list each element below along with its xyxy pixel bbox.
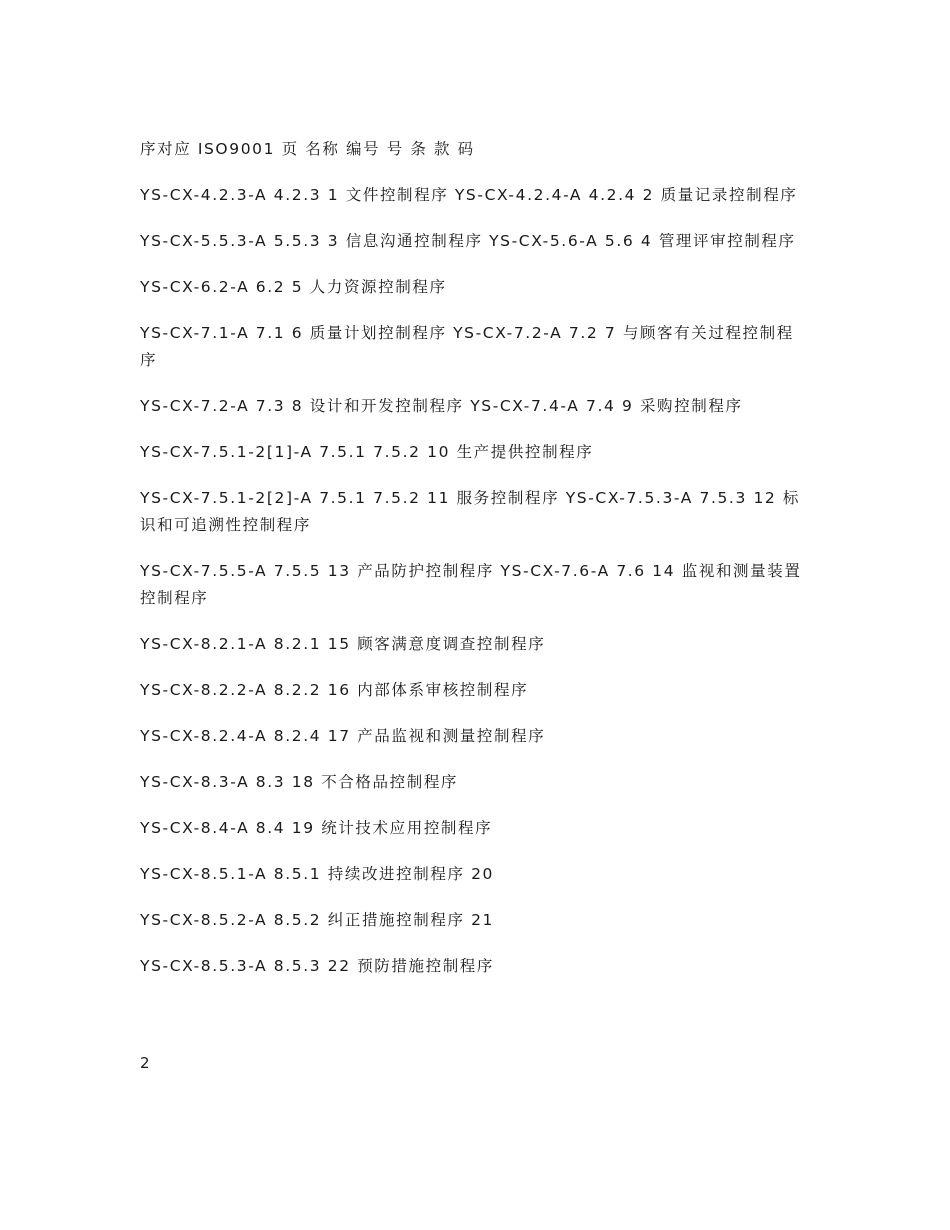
list-item: YS-CX-8.2.2-A 8.2.2 16 内部体系审核控制程序: [140, 681, 529, 699]
list-item: YS-CX-7.2-A 7.3 8 设计和开发控制程序 YS-CX-7.4-A 7.4 9 采购控制程序: [140, 397, 743, 415]
list-item: YS-CX-8.2.1-A 8.2.1 15 顾客满意度调查控制程序: [140, 635, 546, 653]
list-item: YS-CX-4.2.3-A 4.2.3 1 文件控制程序 YS-CX-4.2.4-A 4.2.4 2 质量记录控制程序: [140, 186, 798, 204]
list-item: YS-CX-5.5.3-A 5.5.3 3 信息沟通控制程序 YS-CX-5.6-A 5.6 4 管理评审控制程序: [140, 232, 796, 250]
list-item: YS-CX-7.5.1-2[1]-A 7.5.1 7.5.2 10 生产提供控制程序: [140, 443, 594, 461]
list-item: YS-CX-7.1-A 7.1 6 质量计划控制程序 YS-CX-7.2-A 7.2 7 与顾客有关过程控制程序: [140, 324, 794, 369]
table-header-line: 序对应 ISO9001 页 名称 编号 号 条 款 码: [140, 140, 475, 158]
list-item: YS-CX-8.5.1-A 8.5.1 持续改进控制程序 20: [140, 865, 494, 883]
page-number: 2: [140, 1054, 150, 1072]
list-item: YS-CX-6.2-A 6.2 5 人力资源控制程序: [140, 278, 447, 296]
list-item: YS-CX-8.5.3-A 8.5.3 22 预防措施控制程序: [140, 957, 494, 975]
list-item: YS-CX-8.3-A 8.3 18 不合格品控制程序: [140, 773, 459, 791]
list-item: YS-CX-7.5.5-A 7.5.5 13 产品防护控制程序 YS-CX-7.6-A 7.6 14 监视和测量装置控制程序: [140, 562, 802, 607]
list-item: YS-CX-8.4-A 8.4 19 统计技术应用控制程序: [140, 819, 493, 837]
document-body: [140, 136, 808, 999]
list-item: YS-CX-8.5.2-A 8.5.2 纠正措施控制程序 21: [140, 911, 494, 929]
list-item: YS-CX-7.5.1-2[2]-A 7.5.1 7.5.2 11 服务控制程序 YS-CX-7.5.3-A 7.5.3 12 标识和可追溯性控制程序: [140, 489, 801, 534]
list-item: YS-CX-8.2.4-A 8.2.4 17 产品监视和测量控制程序: [140, 727, 546, 745]
